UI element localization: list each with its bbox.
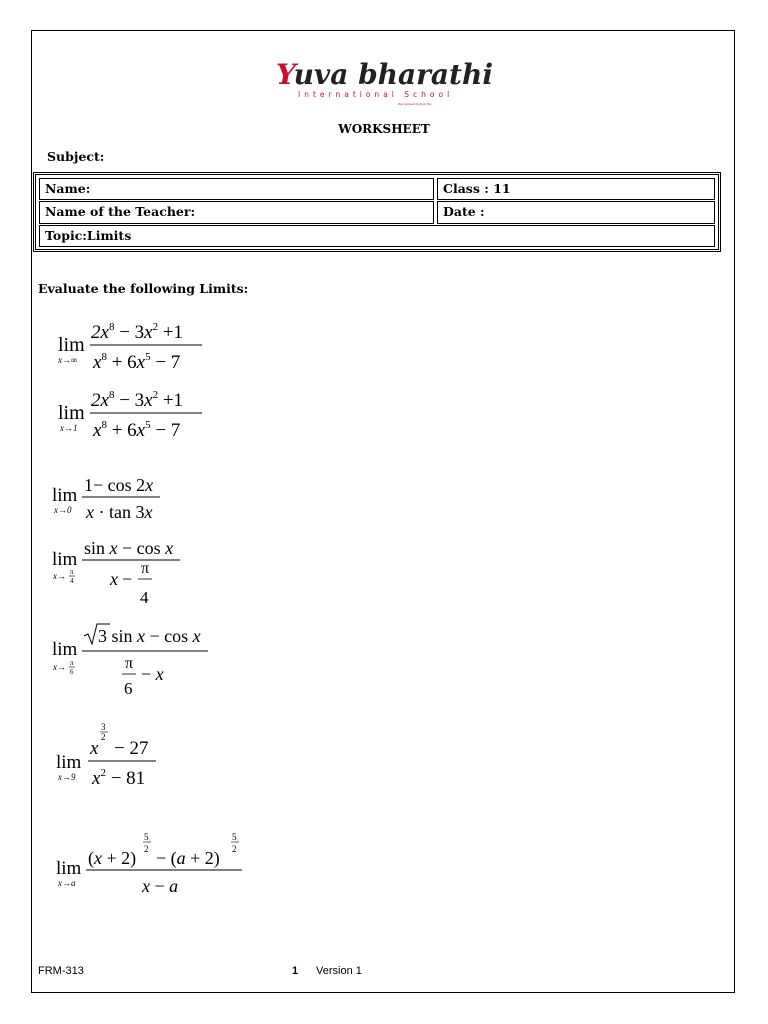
svg-text:lim: lim xyxy=(56,858,82,879)
limit-equation-3 xyxy=(48,470,178,525)
svg-text:lim: lim xyxy=(58,402,85,424)
svg-text:lim: lim xyxy=(52,485,78,506)
svg-text:π: π xyxy=(125,655,134,672)
class-label: Class : 11 xyxy=(443,181,511,196)
date-cell xyxy=(437,201,715,224)
svg-text:− (a + 2): − (a + 2) xyxy=(156,848,220,868)
teacher-label: Name of the Teacher: xyxy=(45,204,196,219)
svg-text:x8 + 6x5 − 7: $x^8 + 6x^5 - 7$ xyxy=(93,351,181,373)
limit-equation-7 xyxy=(52,828,252,900)
svg-text:2x8 − 3x2 +1: $2x^8 - 3x^2 +1$ xyxy=(91,389,184,411)
svg-text:lim: lim xyxy=(52,549,78,570)
svg-text:3: 3 xyxy=(101,722,106,732)
svg-text:x→: x→ xyxy=(53,571,66,581)
student-info-table xyxy=(33,172,721,252)
version-label: Version 1 xyxy=(316,965,362,977)
svg-text:6: 6 xyxy=(124,679,133,698)
svg-text:x8 + 6x5 − 7: $x^8 + 6x^5 - 7$ xyxy=(93,419,181,441)
limit-equation-5 xyxy=(48,620,218,700)
svg-text:π: π xyxy=(141,560,150,577)
svg-text:3 sin x − cos x: 3 sin x − cos x xyxy=(98,626,201,646)
svg-text:lim: lim xyxy=(52,639,78,660)
subject-label: Subject: xyxy=(47,149,105,164)
svg-text:x→0: x→0 xyxy=(54,505,72,515)
limit-equation-4 xyxy=(48,535,198,610)
topic-label: Topic:Limits xyxy=(45,228,132,243)
svg-text:4: 4 xyxy=(70,577,74,585)
limit-equation-2 xyxy=(52,386,212,446)
svg-text:(x + 2): (x + 2) xyxy=(88,848,137,868)
svg-text:− x: − x xyxy=(141,664,164,684)
svg-text:4: 4 xyxy=(140,588,149,607)
logo-wordmark: Yuva bharathi xyxy=(276,58,493,91)
class-cell xyxy=(437,178,715,200)
svg-text:π: π xyxy=(70,659,74,667)
svg-text:x→a: x→a xyxy=(58,878,76,888)
svg-text:6: 6 xyxy=(70,668,74,676)
svg-text:lim: lim xyxy=(56,752,82,773)
svg-text:2: 2 xyxy=(101,732,106,742)
name-label: Name: xyxy=(45,181,91,196)
logo-subtitle: International School xyxy=(298,90,454,99)
instructions: Evaluate the following Limits: xyxy=(38,281,249,296)
worksheet-title: WORKSHEET xyxy=(338,122,430,136)
limit-equation-1 xyxy=(52,318,212,378)
svg-text:x2 − 81: $x^2 - 81$ xyxy=(92,767,146,788)
limit-equation-6 xyxy=(52,718,172,788)
svg-text:lim: lim xyxy=(58,334,85,356)
svg-text:x→: x→ xyxy=(53,662,66,672)
svg-text:5: 5 xyxy=(144,832,149,842)
name-cell xyxy=(39,178,434,200)
svg-text:1− cos 2x: 1− cos 2x xyxy=(84,475,154,495)
svg-text:x − a: x − a xyxy=(142,876,179,896)
svg-text:2: 2 xyxy=(144,844,149,854)
svg-text:x: x xyxy=(90,738,99,759)
svg-text:x→9: x→9 xyxy=(58,772,76,782)
logo-fine-print: Recognised School No. xyxy=(398,102,433,106)
svg-text:x · tan 3x: x · tan 3x xyxy=(86,502,153,522)
svg-text:π: π xyxy=(70,568,74,576)
teacher-cell xyxy=(39,201,434,224)
form-code: FRM-313 xyxy=(38,965,84,977)
svg-text:5: 5 xyxy=(232,832,237,842)
svg-text:2: 2 xyxy=(232,844,237,854)
date-label: Date : xyxy=(443,204,485,219)
svg-text:x: x xyxy=(110,569,118,589)
svg-text:x→1: x→1 xyxy=(60,423,78,433)
svg-text:− 27: − 27 xyxy=(114,738,149,759)
svg-text:x→∞: x→∞ xyxy=(58,355,78,365)
page-number: 1 xyxy=(292,965,299,977)
svg-text:−: − xyxy=(122,569,133,589)
svg-text:2x8 − 3x2 +1: $2x^8 - 3x^2 +1$ xyxy=(91,321,184,343)
svg-text:sin x − cos x: sin x − cos x xyxy=(84,538,174,558)
school-logo xyxy=(276,58,493,108)
topic-cell xyxy=(39,225,715,247)
